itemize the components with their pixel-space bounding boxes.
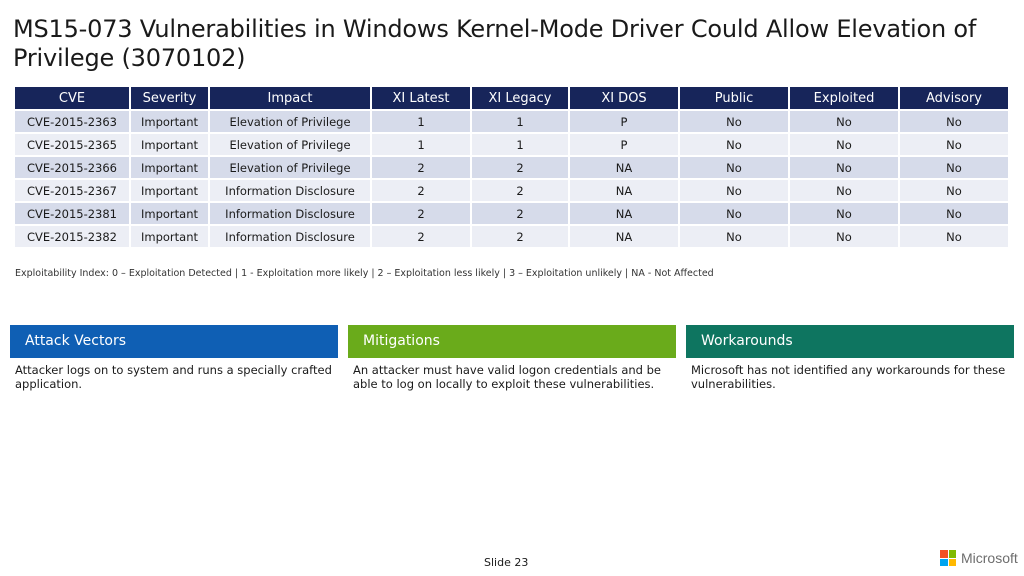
cell-public: No	[680, 180, 788, 201]
cell-public: No	[680, 134, 788, 155]
mitigations-panel	[348, 325, 676, 391]
cell-impact: Information Disclosure	[210, 203, 370, 224]
microsoft-logo-text: Microsoft	[961, 550, 1018, 566]
header-exploited: Exploited	[790, 87, 898, 109]
mitigations-header: Mitigations	[348, 325, 676, 358]
cell-severity: Important	[131, 180, 208, 201]
cell-cve: CVE-2015-2365	[15, 134, 129, 155]
cell-advisory: No	[900, 180, 1008, 201]
cell-xi-latest: 2	[372, 226, 470, 247]
cell-advisory: No	[900, 134, 1008, 155]
attack-vectors-text: Attacker logs on to system and runs a specially crafted application.	[15, 363, 332, 391]
header-public: Public	[680, 87, 788, 109]
table-row	[15, 226, 1008, 247]
header-advisory: Advisory	[900, 87, 1008, 109]
cell-severity: Important	[131, 134, 208, 155]
header-xi-legacy: XI Legacy	[472, 87, 568, 109]
cell-exploited: No	[790, 203, 898, 224]
cell-impact: Elevation of Privilege	[210, 111, 370, 132]
workarounds-panel	[686, 325, 1014, 391]
cell-severity: Important	[131, 157, 208, 178]
cell-cve: CVE-2015-2363	[15, 111, 129, 132]
cell-xi-legacy: 1	[472, 111, 568, 132]
cell-xi-legacy: 2	[472, 180, 568, 201]
cell-xi-dos: NA	[570, 203, 678, 224]
header-xi-latest: XI Latest	[372, 87, 470, 109]
cell-cve: CVE-2015-2382	[15, 226, 129, 247]
header-severity: Severity	[131, 87, 208, 109]
microsoft-logo-icon	[940, 550, 956, 566]
slide-number: Slide 23	[484, 556, 529, 569]
cell-impact: Elevation of Privilege	[210, 134, 370, 155]
cell-advisory: No	[900, 226, 1008, 247]
cell-advisory: No	[900, 203, 1008, 224]
table-row	[15, 157, 1008, 178]
cell-impact: Information Disclosure	[210, 226, 370, 247]
cell-severity: Important	[131, 111, 208, 132]
table-row	[15, 111, 1008, 132]
cell-xi-legacy: 1	[472, 134, 568, 155]
cell-xi-legacy: 2	[472, 203, 568, 224]
cell-xi-legacy: 2	[472, 157, 568, 178]
cell-xi-latest: 2	[372, 203, 470, 224]
cell-xi-latest: 2	[372, 157, 470, 178]
cell-xi-dos: P	[570, 134, 678, 155]
cell-cve: CVE-2015-2367	[15, 180, 129, 201]
cell-severity: Important	[131, 226, 208, 247]
cell-exploited: No	[790, 180, 898, 201]
header-cve: CVE	[15, 87, 129, 109]
attack-vectors-panel	[10, 325, 338, 391]
cell-impact: Information Disclosure	[210, 180, 370, 201]
cell-cve: CVE-2015-2381	[15, 203, 129, 224]
cell-exploited: No	[790, 157, 898, 178]
cell-xi-latest: 2	[372, 180, 470, 201]
table-row	[15, 134, 1008, 155]
table-header-row	[15, 87, 1008, 109]
cell-exploited: No	[790, 226, 898, 247]
workarounds-header: Workarounds	[686, 325, 1014, 358]
cell-xi-dos: NA	[570, 226, 678, 247]
cell-advisory: No	[900, 157, 1008, 178]
table-row	[15, 180, 1008, 201]
cell-exploited: No	[790, 111, 898, 132]
cell-xi-latest: 1	[372, 111, 470, 132]
cell-public: No	[680, 226, 788, 247]
cell-xi-dos: NA	[570, 157, 678, 178]
cell-public: No	[680, 111, 788, 132]
cell-cve: CVE-2015-2366	[15, 157, 129, 178]
cell-xi-dos: NA	[570, 180, 678, 201]
cell-public: No	[680, 203, 788, 224]
microsoft-logo	[940, 549, 1018, 567]
mitigations-text: An attacker must have valid logon credentials and be able to log on locally to exploit these vulnerabilities.	[353, 363, 661, 391]
workarounds-text: Microsoft has not identified any workarounds for these vulnerabilities.	[691, 363, 1006, 391]
cell-public: No	[680, 157, 788, 178]
exploitability-index-note: Exploitability Index: 0 – Exploitation Detected | 1 - Exploitation more likely | 2 – Exploitation less likely | 3 – Exploitation unlikely | NA - Not Affected	[15, 268, 714, 279]
cell-xi-legacy: 2	[472, 226, 568, 247]
header-impact: Impact	[210, 87, 370, 109]
cell-xi-latest: 1	[372, 134, 470, 155]
slide-title: MS15-073 Vulnerabilities in Windows Kernel-Mode Driver Could Allow Elevation of Privilege (3070102)	[13, 15, 977, 72]
cell-exploited: No	[790, 134, 898, 155]
attack-vectors-header: Attack Vectors	[10, 325, 338, 358]
table-row	[15, 203, 1008, 224]
cell-xi-dos: P	[570, 111, 678, 132]
vulnerability-table	[13, 85, 1010, 249]
cell-severity: Important	[131, 203, 208, 224]
header-xi-dos: XI DOS	[570, 87, 678, 109]
cell-advisory: No	[900, 111, 1008, 132]
cell-impact: Elevation of Privilege	[210, 157, 370, 178]
